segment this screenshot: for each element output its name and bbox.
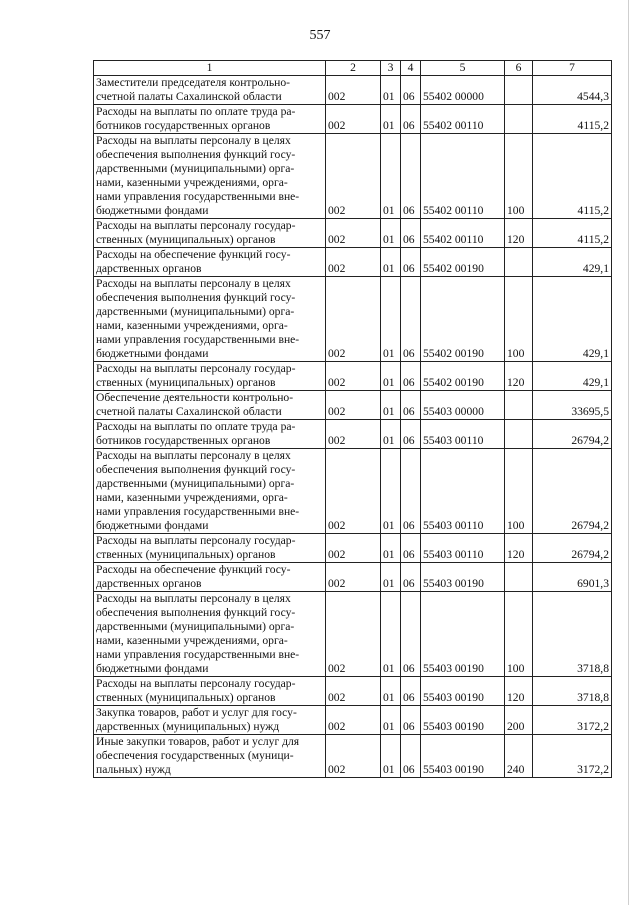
- expense-type-code-cell: [505, 706, 533, 735]
- expense-type-code-cell-text: 120: [507, 376, 525, 389]
- section-code-cell: [381, 449, 401, 534]
- amount-cell-text: 6901,3: [577, 577, 609, 590]
- amount-cell: [533, 76, 612, 105]
- target-item-code-cell-text: 55403 00110: [423, 548, 484, 561]
- section-code-cell-text: 01: [383, 763, 395, 776]
- amount-cell-text: 26794,2: [571, 548, 609, 561]
- section-code-cell-text: 01: [383, 119, 395, 132]
- section-code-cell-text: 01: [383, 233, 395, 246]
- ministry-code-cell: [326, 563, 381, 592]
- table-row: [94, 362, 612, 391]
- row-name-cell-text: Расходы на выплаты персоналу в целях обеспечения выполнения функций госу- дарственными (муниципальными) орга- нами, казенными учреждениями, орга- нами управления государственными вне- бюджетными фондами: [96, 449, 300, 532]
- target-item-code-cell-text: 55403 00190: [423, 763, 484, 776]
- amount-cell: [533, 362, 612, 391]
- page-edge-line: [628, 0, 629, 905]
- subsection-code-cell-text: 06: [403, 662, 415, 675]
- amount-cell-text: 3172,2: [577, 763, 609, 776]
- section-code-cell: [381, 677, 401, 706]
- subsection-code-cell: [401, 76, 421, 105]
- target-item-code-cell-text: 55402 00190: [423, 262, 484, 275]
- row-name-cell-text: Расходы на выплаты персоналу в целях обеспечения выполнения функций госу- дарственными (муниципальными) орга- нами, казенными учреждениями, орга- нами управления государственными вне- бюджетными фондами: [96, 592, 300, 675]
- ministry-code-cell: [326, 134, 381, 219]
- subsection-code-cell-text: 06: [403, 233, 415, 246]
- section-code-cell: [381, 76, 401, 105]
- target-item-code-cell: [421, 391, 505, 420]
- column-header: 4: [401, 61, 421, 76]
- ministry-code-cell: [326, 248, 381, 277]
- target-item-code-cell-text: 55403 00190: [423, 662, 484, 675]
- section-code-cell-text: 01: [383, 434, 395, 447]
- table-row: [94, 706, 612, 735]
- table-row: [94, 76, 612, 105]
- section-code-cell: [381, 248, 401, 277]
- subsection-code-cell-text: 06: [403, 405, 415, 418]
- row-name-cell-text: Обеспечение деятельности контрольно- счетной палаты Сахалинской области: [96, 391, 294, 418]
- ministry-code-cell-text: 002: [328, 434, 346, 447]
- row-name-cell-text: Расходы на выплаты персоналу государ- ственных (муниципальных) органов: [96, 219, 296, 246]
- table-row: [94, 592, 612, 677]
- ministry-code-cell-text: 002: [328, 691, 346, 704]
- section-code-cell: [381, 362, 401, 391]
- target-item-code-cell: [421, 534, 505, 563]
- expense-type-code-cell-text: 100: [507, 662, 525, 675]
- target-item-code-cell: [421, 706, 505, 735]
- expense-type-code-cell-text: 100: [507, 519, 525, 532]
- subsection-code-cell: [401, 677, 421, 706]
- row-name-cell-text: Расходы на выплаты по оплате труда ра- ботников государственных органов: [96, 420, 296, 447]
- subsection-code-cell: [401, 735, 421, 778]
- section-code-cell-text: 01: [383, 262, 395, 275]
- row-name-cell: [94, 677, 326, 706]
- expense-type-code-cell: [505, 277, 533, 362]
- subsection-code-cell-text: 06: [403, 119, 415, 132]
- subsection-code-cell: [401, 105, 421, 134]
- section-code-cell: [381, 277, 401, 362]
- amount-cell: [533, 391, 612, 420]
- subsection-code-cell-text: 06: [403, 204, 415, 217]
- amount-cell-text: 3718,8: [577, 662, 609, 675]
- expense-type-code-cell-text: 200: [507, 720, 525, 733]
- row-name-cell: [94, 706, 326, 735]
- amount-cell-text: 429,1: [582, 376, 609, 389]
- ministry-code-cell: [326, 449, 381, 534]
- row-name-cell-text: Расходы на обеспечение функций госу- дарственных органов: [96, 248, 291, 275]
- amount-cell: [533, 449, 612, 534]
- row-name-cell-text: Заместители председателя контрольно- счетной палаты Сахалинской области: [96, 76, 291, 103]
- subsection-code-cell-text: 06: [403, 548, 415, 561]
- target-item-code-cell: [421, 677, 505, 706]
- section-code-cell-text: 01: [383, 204, 395, 217]
- amount-cell: [533, 277, 612, 362]
- row-name-cell-text: Иные закупки товаров, работ и услуг для обеспечения государственных (муници- пальных) нужд: [96, 735, 300, 776]
- table-row: [94, 134, 612, 219]
- ministry-code-cell: [326, 391, 381, 420]
- target-item-code-cell: [421, 134, 505, 219]
- row-name-cell: [94, 420, 326, 449]
- subsection-code-cell: [401, 420, 421, 449]
- table-row: [94, 534, 612, 563]
- section-code-cell: [381, 391, 401, 420]
- subsection-code-cell-text: 06: [403, 691, 415, 704]
- amount-cell: [533, 534, 612, 563]
- target-item-code-cell: [421, 76, 505, 105]
- table-row: [94, 277, 612, 362]
- ministry-code-cell-text: 002: [328, 347, 346, 360]
- ministry-code-cell-text: 002: [328, 405, 346, 418]
- table-row: [94, 563, 612, 592]
- table-row: [94, 248, 612, 277]
- row-name-cell-text: Расходы на выплаты персоналу государ- ственных (муниципальных) органов: [96, 677, 296, 704]
- row-name-cell: [94, 449, 326, 534]
- expense-type-code-cell: [505, 449, 533, 534]
- ministry-code-cell-text: 002: [328, 548, 346, 561]
- expense-type-code-cell: [505, 677, 533, 706]
- table-row: [94, 735, 612, 778]
- section-code-cell-text: 01: [383, 376, 395, 389]
- ministry-code-cell: [326, 420, 381, 449]
- row-name-cell: [94, 219, 326, 248]
- amount-cell-text: 429,1: [582, 262, 609, 275]
- subsection-code-cell: [401, 219, 421, 248]
- subsection-code-cell: [401, 362, 421, 391]
- row-name-cell: [94, 277, 326, 362]
- amount-cell-text: 4544,3: [577, 90, 609, 103]
- column-header: 3: [381, 61, 401, 76]
- target-item-code-cell: [421, 592, 505, 677]
- target-item-code-cell-text: 55403 00110: [423, 519, 484, 532]
- expense-type-code-cell: [505, 248, 533, 277]
- ministry-code-cell: [326, 362, 381, 391]
- subsection-code-cell: [401, 134, 421, 219]
- ministry-code-cell-text: 002: [328, 90, 346, 103]
- target-item-code-cell-text: 55403 00190: [423, 691, 484, 704]
- target-item-code-cell: [421, 219, 505, 248]
- subsection-code-cell-text: 06: [403, 90, 415, 103]
- ministry-code-cell-text: 002: [328, 763, 346, 776]
- expense-type-code-cell: [505, 592, 533, 677]
- subsection-code-cell-text: 06: [403, 577, 415, 590]
- ministry-code-cell-text: 002: [328, 204, 346, 217]
- row-name-cell: [94, 592, 326, 677]
- subsection-code-cell-text: 06: [403, 262, 415, 275]
- section-code-cell: [381, 420, 401, 449]
- expense-type-code-cell: [505, 420, 533, 449]
- header-row: [94, 61, 612, 76]
- amount-cell: [533, 420, 612, 449]
- amount-cell-text: 429,1: [582, 347, 609, 360]
- section-code-cell-text: 01: [383, 90, 395, 103]
- expense-type-code-cell-text: 120: [507, 233, 525, 246]
- row-name-cell-text: Расходы на выплаты персоналу в целях обеспечения выполнения функций госу- дарственными (муниципальными) орга- нами, казенными учреждениями, орга- нами управления государственными вне- бюджетными фондами: [96, 134, 300, 217]
- subsection-code-cell: [401, 534, 421, 563]
- subsection-code-cell-text: 06: [403, 347, 415, 360]
- row-name-cell-text: Расходы на выплаты по оплате труда ра- ботников государственных органов: [96, 105, 296, 132]
- section-code-cell: [381, 563, 401, 592]
- expense-type-code-cell: [505, 563, 533, 592]
- target-item-code-cell: [421, 563, 505, 592]
- row-name-cell: [94, 76, 326, 105]
- amount-cell: [533, 134, 612, 219]
- subsection-code-cell-text: 06: [403, 763, 415, 776]
- ministry-code-cell-text: 002: [328, 262, 346, 275]
- ministry-code-cell: [326, 105, 381, 134]
- expense-type-code-cell: [505, 534, 533, 563]
- expense-type-code-cell-text: 120: [507, 548, 525, 561]
- subsection-code-cell-text: 06: [403, 720, 415, 733]
- amount-cell: [533, 592, 612, 677]
- target-item-code-cell: [421, 420, 505, 449]
- section-code-cell-text: 01: [383, 691, 395, 704]
- page-number: 557: [309, 28, 331, 43]
- target-item-code-cell-text: 55402 00110: [423, 204, 484, 217]
- target-item-code-cell: [421, 105, 505, 134]
- ministry-code-cell: [326, 534, 381, 563]
- subsection-code-cell-text: 06: [403, 376, 415, 389]
- section-code-cell: [381, 134, 401, 219]
- subsection-code-cell: [401, 563, 421, 592]
- amount-cell-text: 26794,2: [571, 434, 609, 447]
- section-code-cell-text: 01: [383, 577, 395, 590]
- row-name-cell-text: Расходы на выплаты персоналу государ- ственных (муниципальных) органов: [96, 362, 296, 389]
- row-name-cell: [94, 134, 326, 219]
- ministry-code-cell: [326, 706, 381, 735]
- expense-type-code-cell: [505, 105, 533, 134]
- column-header: 2: [326, 61, 381, 76]
- target-item-code-cell-text: 55403 00190: [423, 720, 484, 733]
- target-item-code-cell: [421, 362, 505, 391]
- amount-cell-text: 3172,2: [577, 720, 609, 733]
- ministry-code-cell: [326, 219, 381, 248]
- expense-type-code-cell-text: 120: [507, 691, 525, 704]
- column-header: 7: [533, 61, 612, 76]
- amount-cell-text: 4115,2: [577, 233, 609, 246]
- subsection-code-cell: [401, 248, 421, 277]
- target-item-code-cell-text: 55403 00110: [423, 434, 484, 447]
- column-header: 5: [421, 61, 505, 76]
- expense-type-code-cell: [505, 735, 533, 778]
- expense-type-code-cell: [505, 219, 533, 248]
- section-code-cell: [381, 219, 401, 248]
- target-item-code-cell: [421, 277, 505, 362]
- ministry-code-cell-text: 002: [328, 519, 346, 532]
- table-row: [94, 219, 612, 248]
- ministry-code-cell-text: 002: [328, 233, 346, 246]
- target-item-code-cell: [421, 735, 505, 778]
- amount-cell: [533, 677, 612, 706]
- target-item-code-cell-text: 55403 00190: [423, 577, 484, 590]
- amount-cell-text: 4115,2: [577, 119, 609, 132]
- ministry-code-cell-text: 002: [328, 577, 346, 590]
- row-name-cell-text: Расходы на выплаты персоналу в целях обеспечения выполнения функций госу- дарственными (муниципальными) орга- нами, казенными учреждениями, орга- нами управления государственными вне- бюджетными фондами: [96, 277, 300, 360]
- expense-type-code-cell-text: 100: [507, 204, 525, 217]
- table-row: [94, 105, 612, 134]
- subsection-code-cell: [401, 706, 421, 735]
- ministry-code-cell-text: 002: [328, 119, 346, 132]
- subsection-code-cell: [401, 391, 421, 420]
- row-name-cell: [94, 248, 326, 277]
- row-name-cell-text: Расходы на обеспечение функций госу- дарственных органов: [96, 563, 291, 590]
- table-row: [94, 449, 612, 534]
- ministry-code-cell-text: 002: [328, 662, 346, 675]
- expense-type-code-cell-text: 100: [507, 347, 525, 360]
- ministry-code-cell-text: 002: [328, 720, 346, 733]
- table-row: [94, 677, 612, 706]
- ministry-code-cell: [326, 592, 381, 677]
- subsection-code-cell: [401, 592, 421, 677]
- amount-cell: [533, 248, 612, 277]
- expense-type-code-cell: [505, 76, 533, 105]
- target-item-code-cell-text: 55402 00190: [423, 347, 484, 360]
- section-code-cell: [381, 735, 401, 778]
- amount-cell: [533, 105, 612, 134]
- section-code-cell: [381, 534, 401, 563]
- column-header: 1: [94, 61, 326, 76]
- row-name-cell-text: Расходы на выплаты персоналу государ- ственных (муниципальных) органов: [96, 534, 296, 561]
- target-item-code-cell: [421, 248, 505, 277]
- budget-table: [93, 60, 612, 778]
- amount-cell: [533, 706, 612, 735]
- amount-cell-text: 26794,2: [571, 519, 609, 532]
- section-code-cell: [381, 105, 401, 134]
- section-code-cell-text: 01: [383, 519, 395, 532]
- amount-cell: [533, 563, 612, 592]
- section-code-cell-text: 01: [383, 720, 395, 733]
- subsection-code-cell: [401, 449, 421, 534]
- target-item-code-cell-text: 55402 00000: [423, 90, 484, 103]
- target-item-code-cell-text: 55402 00110: [423, 233, 484, 246]
- section-code-cell-text: 01: [383, 548, 395, 561]
- target-item-code-cell: [421, 449, 505, 534]
- section-code-cell: [381, 706, 401, 735]
- row-name-cell: [94, 534, 326, 563]
- section-code-cell-text: 01: [383, 347, 395, 360]
- expense-type-code-cell: [505, 391, 533, 420]
- subsection-code-cell-text: 06: [403, 434, 415, 447]
- ministry-code-cell: [326, 735, 381, 778]
- amount-cell-text: 3718,8: [577, 691, 609, 704]
- row-name-cell: [94, 105, 326, 134]
- amount-cell-text: 33695,5: [571, 405, 609, 418]
- row-name-cell: [94, 563, 326, 592]
- ministry-code-cell: [326, 76, 381, 105]
- row-name-cell: [94, 735, 326, 778]
- ministry-code-cell: [326, 677, 381, 706]
- expense-type-code-cell: [505, 134, 533, 219]
- column-header: 6: [505, 61, 533, 76]
- amount-cell: [533, 735, 612, 778]
- row-name-cell: [94, 362, 326, 391]
- target-item-code-cell-text: 55402 00190: [423, 376, 484, 389]
- expense-type-code-cell-text: 240: [507, 763, 525, 776]
- target-item-code-cell-text: 55402 00110: [423, 119, 484, 132]
- target-item-code-cell-text: 55403 00000: [423, 405, 484, 418]
- row-name-cell-text: Закупка товаров, работ и услуг для госу- дарственных (муниципальных) нужд: [96, 706, 297, 733]
- table-row: [94, 420, 612, 449]
- amount-cell: [533, 219, 612, 248]
- amount-cell-text: 4115,2: [577, 204, 609, 217]
- ministry-code-cell-text: 002: [328, 376, 346, 389]
- ministry-code-cell: [326, 277, 381, 362]
- expense-type-code-cell: [505, 362, 533, 391]
- section-code-cell-text: 01: [383, 662, 395, 675]
- section-code-cell-text: 01: [383, 405, 395, 418]
- subsection-code-cell: [401, 277, 421, 362]
- section-code-cell: [381, 592, 401, 677]
- row-name-cell: [94, 391, 326, 420]
- subsection-code-cell-text: 06: [403, 519, 415, 532]
- table-row: [94, 391, 612, 420]
